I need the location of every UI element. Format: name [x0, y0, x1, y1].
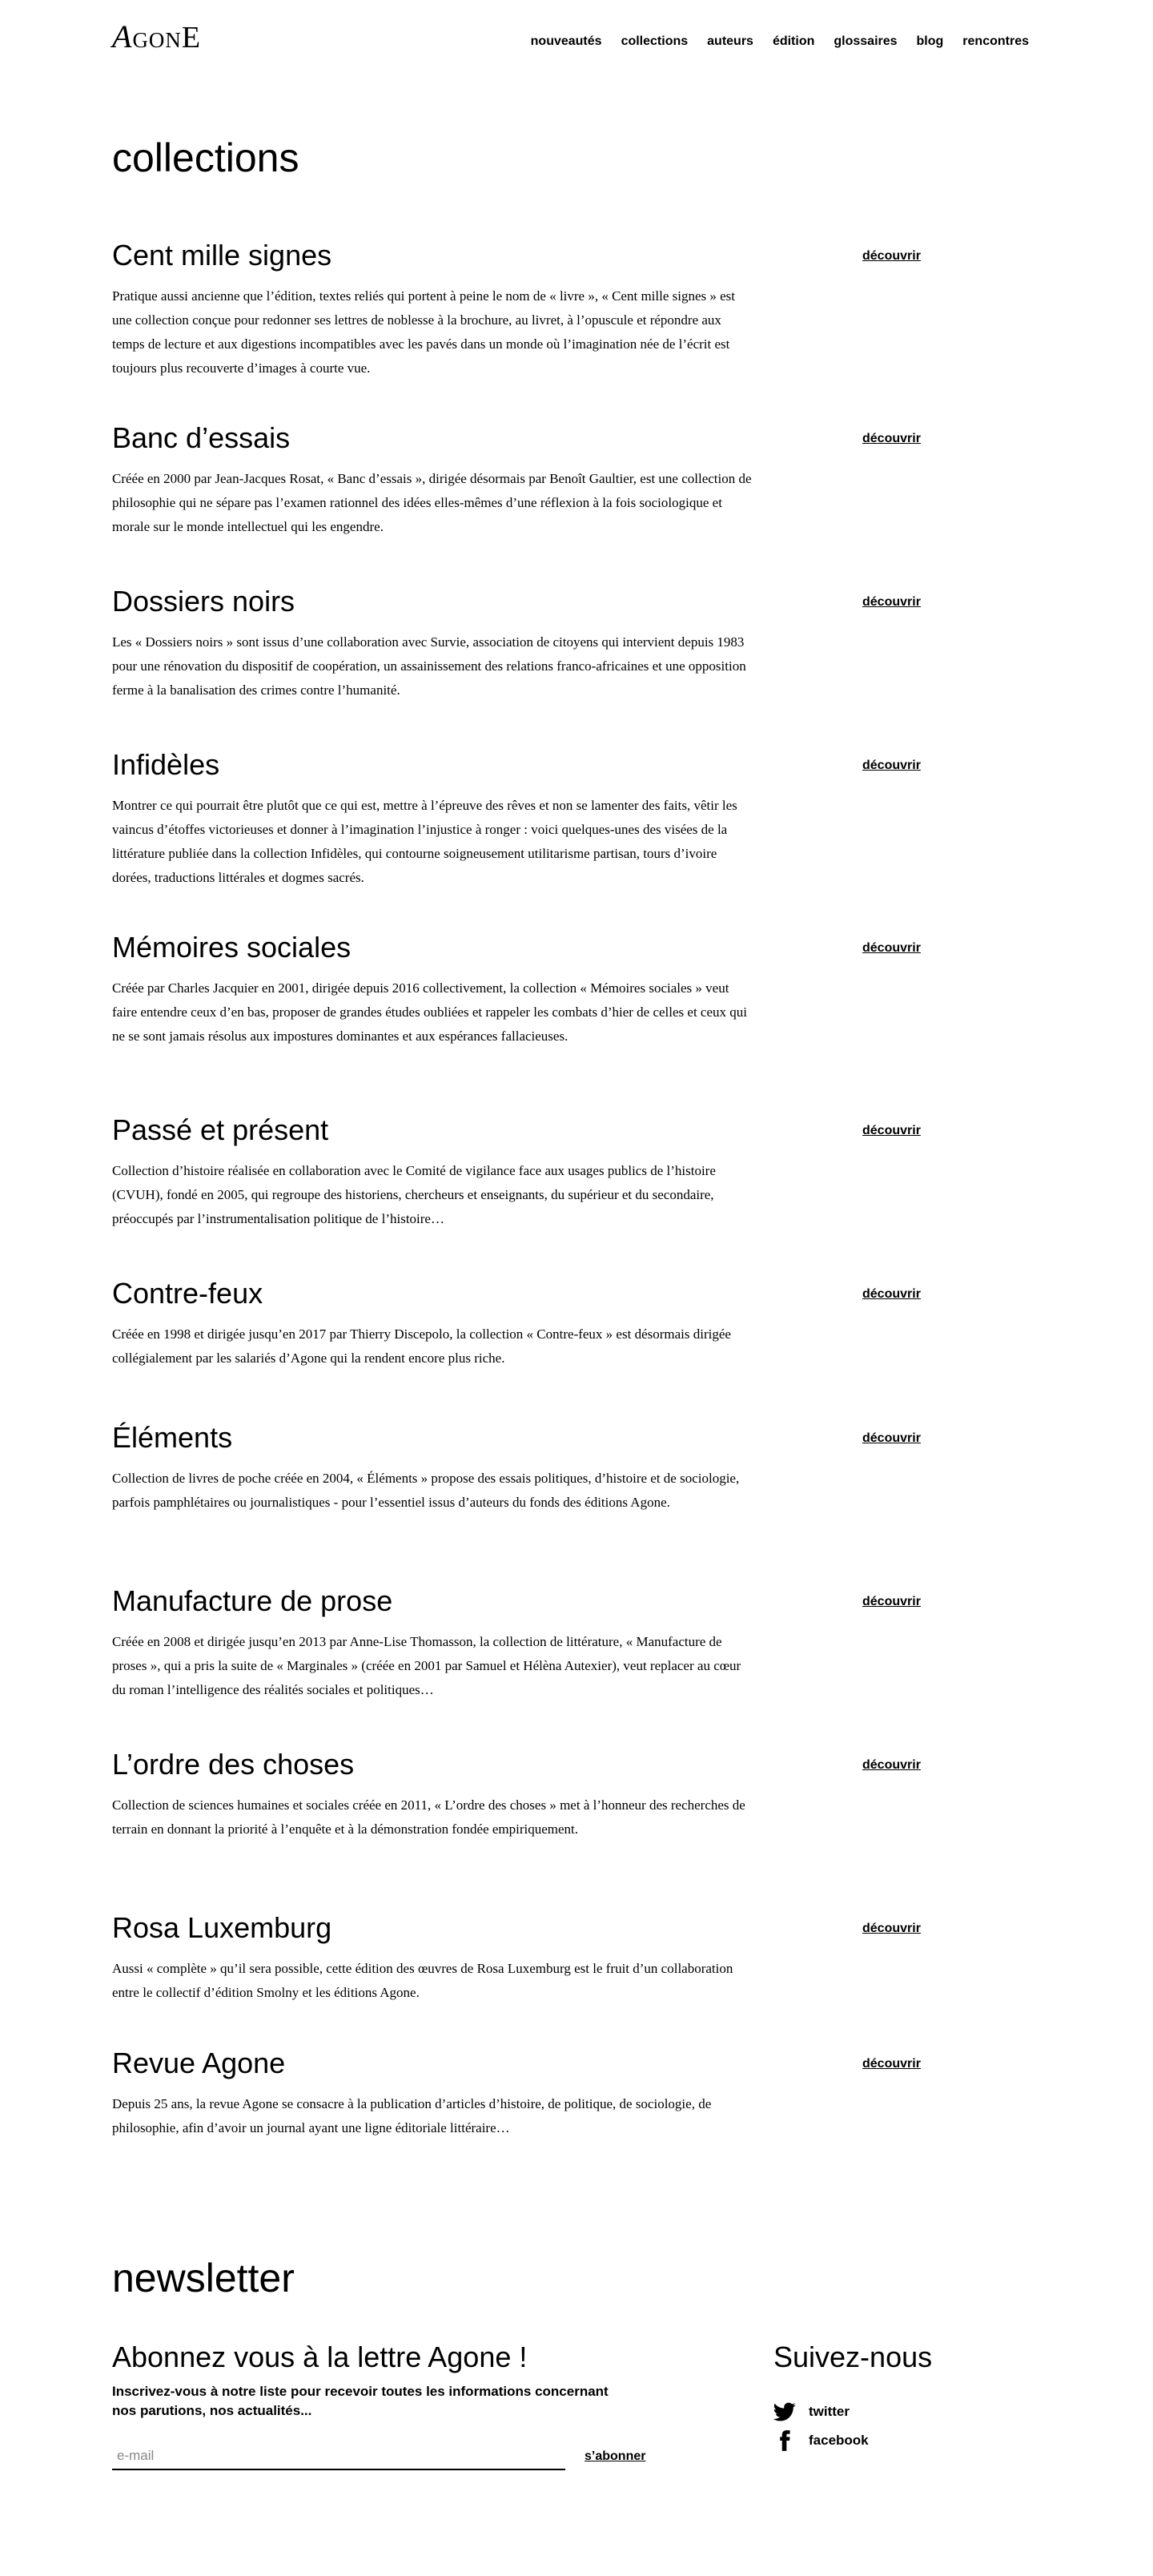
collection-item-cent-mille-signes: [112, 237, 929, 380]
site-logo[interactable]: [112, 18, 202, 54]
collection-title: Contre-feux: [112, 1277, 263, 1310]
collection-description: Les « Dossiers noirs » sont issus d’une collaboration avec Survie, association de citoyens qui intervient depuis 1983 pour une rénovation du dispositif de coopération, un assainissement des relations franco-africaines et une opposition ferme à la banalisation des crimes contre l’humanité.: [112, 634, 746, 698]
discover-link[interactable]: découvrir: [862, 595, 921, 609]
facebook-label: facebook: [809, 2433, 869, 2448]
discover-link[interactable]: découvrir: [862, 432, 921, 445]
twitter-link[interactable]: [773, 2401, 850, 2423]
collection-description: Montrer ce qui pourrait être plutôt que ce qui est, mettre à l’épreuve des rêves et non se lamenter des faits, vêtir les vaincus d’étoffes victorieuses et donner à l’imagination l’injustice à ronger : voici quelques-unes des visées de la littérature publiée dans la collection Infidèles, qui contourne soigneusement utilitarisme partisan, tours d’ivoire dorées, traductions littérales et dogmes sacrés.: [112, 798, 737, 885]
collection-title: Mémoires sociales: [112, 931, 352, 964]
nav-item-glossaires[interactable]: glossaires: [834, 34, 898, 48]
nav-item-nouveautes[interactable]: nouveautés: [530, 34, 602, 48]
collection-item-manufacture-de-prose: [112, 1583, 929, 1702]
collection-item-l-ordre-des-choses: [112, 1746, 929, 1841]
discover-link[interactable]: découvrir: [862, 1287, 921, 1301]
collection-item-revue-agone: [112, 2045, 929, 2140]
main-nav: [531, 34, 1029, 49]
collection-item-memoires-sociales: [112, 929, 929, 1049]
discover-link[interactable]: découvrir: [862, 1922, 921, 1935]
discover-link[interactable]: découvrir: [862, 941, 921, 955]
twitter-label: twitter: [809, 2404, 850, 2419]
collection-title: Éléments: [112, 1421, 233, 1454]
collection-description: Collection d’histoire réalisée en collaboration avec le Comité de vigilance face aux usages publics de l’histoire (CVUH), fondé en 2005, qui regroupe des historiens, chercheurs et enseignants, du supérieur et du secondaire, préoccupés par l’instrumentalisation politique de l’histoire…: [112, 1163, 716, 1226]
page-title: collections: [112, 135, 299, 180]
collection-item-contre-feux: [112, 1275, 929, 1371]
collection-description: Créée par Charles Jacquier en 2001, dirigée depuis 2016 collectivement, la collection « Mémoires sociales » veut faire entendre ceux d’en bas, proposer de grandes études oubliées et rappeler les combats d’hier de celles et ceux qui ne se sont jamais résolus aux impostures dominantes et aux espérances fallacieuses.: [112, 980, 747, 1044]
subscribe-heading: Abonnez vous à la lettre Agone !: [112, 2341, 528, 2373]
collection-description: Collection de livres de poche créée en 2004, « Éléments » propose des essais politiques, d’histoire et de sociologie, parfois pamphlétaires ou journalistiques - pour l’essentiel issus d’auteurs du fonds des éditions Agone.: [112, 1471, 740, 1510]
nav-item-rencontres[interactable]: rencontres: [962, 34, 1029, 48]
newsletter-title: newsletter: [112, 2256, 295, 2300]
collection-item-passe-et-present: [112, 1112, 929, 1231]
collection-title: Dossiers noirs: [112, 585, 295, 618]
collection-description: Pratique aussi ancienne que l’édition, textes reliés qui portent à peine le nom de « livre », « Cent mille signes » est une collection conçue pour redonner ses lettres de noblesse à la brochure, au livret, à l’opuscule et répondre aux temps de lecture et aux digestions incompatibles avec les pavés dans un monde où l’imagination née de l’écrit est toujours plus recouverte d’images à courte vue.: [112, 288, 736, 376]
collection-title: Banc d’essais: [112, 421, 291, 454]
facebook-icon: [773, 2429, 796, 2452]
discover-link[interactable]: découvrir: [862, 1595, 921, 1608]
collection-description: Collection de sciences humaines et sociales créée en 2011, « L’ordre des choses » met à l’honneur des recherches de terrain en donnant la priorité à l’enquête et à la démonstration fondée empiriquement.: [112, 1797, 745, 1837]
collection-title: L’ordre des choses: [112, 1748, 355, 1781]
facebook-link[interactable]: [773, 2429, 869, 2452]
collection-title: Rosa Luxemburg: [112, 1911, 332, 1944]
discover-link[interactable]: découvrir: [862, 759, 921, 772]
nav-item-auteurs[interactable]: auteurs: [707, 34, 753, 48]
discover-link[interactable]: découvrir: [862, 249, 921, 263]
collection-title: Cent mille signes: [112, 239, 332, 272]
nav-item-blog[interactable]: blog: [916, 34, 944, 48]
discover-link[interactable]: découvrir: [862, 2057, 921, 2071]
collection-description: Créée en 1998 et dirigée jusqu’en 2017 par Thierry Discepolo, la collection « Contre-feux » est désormais dirigée collégialement par les salariés d’Agone qui la rendent encore plus riche.: [112, 1326, 731, 1366]
collection-title: Manufacture de prose: [112, 1584, 393, 1617]
discover-link[interactable]: découvrir: [862, 1124, 921, 1137]
collection-item-elements: [112, 1419, 929, 1515]
discover-link[interactable]: découvrir: [862, 1431, 921, 1445]
logo-initial: A: [112, 18, 133, 54]
collection-item-banc-d-essais: [112, 420, 929, 539]
subscribe-button[interactable]: s’abonner: [585, 2449, 646, 2463]
twitter-icon: [773, 2401, 796, 2423]
collection-description: Créée en 2008 et dirigée jusqu’en 2013 par Anne-Lise Thomasson, la collection de littérature, « Manufacture de proses », qui a pris la suite de « Marginales » (créée en 2001 par Samuel et Hélèna Autexier), veut replacer au cœur du roman l’intelligence des réalités sociales et politiques…: [112, 1634, 741, 1697]
collection-item-dossiers-noirs: [112, 583, 929, 702]
collection-item-infideles: [112, 747, 929, 890]
collection-description: Créée en 2000 par Jean-Jacques Rosat, « Banc d’essais », dirigée désormais par Benoît Gaultier, est une collection de philosophie qui ne sépare pas l’examen rationnel des idées elles-mêmes d’une réflexion à la fois sociologique et morale sur le monde intellectuel qui les engendre.: [112, 471, 752, 534]
collection-title: Passé et présent: [112, 1113, 329, 1146]
collection-description: Aussi « complète » qu’il sera possible, cette édition des œuvres de Rosa Luxemburg est le fruit d’un collaboration entre le collectif d’édition Smolny et les éditions Agone.: [112, 1961, 733, 2000]
collection-title: Infidèles: [112, 748, 220, 781]
site-header: [0, 0, 1153, 80]
email-input[interactable]: [112, 2443, 565, 2470]
nav-item-collections[interactable]: collections: [621, 34, 689, 48]
follow-heading: Suivez-nous: [773, 2341, 933, 2373]
logo-wordmark: gonE: [132, 21, 202, 54]
nav-item-edition[interactable]: édition: [772, 34, 815, 48]
collection-description: Depuis 25 ans, la revue Agone se consacre à la publication d’articles d’histoire, de politique, de sociologie, de philosophie, afin d’avoir un journal ayant une ligne éditoriale littéraire…: [112, 2096, 712, 2135]
subscribe-description: Inscrivez-vous à notre liste pour recevoir toutes les informations concernant nos parutions, nos actualités...: [112, 2384, 609, 2418]
discover-link[interactable]: découvrir: [862, 1758, 921, 1772]
collection-title: Revue Agone: [112, 2047, 286, 2079]
collection-item-rosa-luxemburg: [112, 1910, 929, 2005]
